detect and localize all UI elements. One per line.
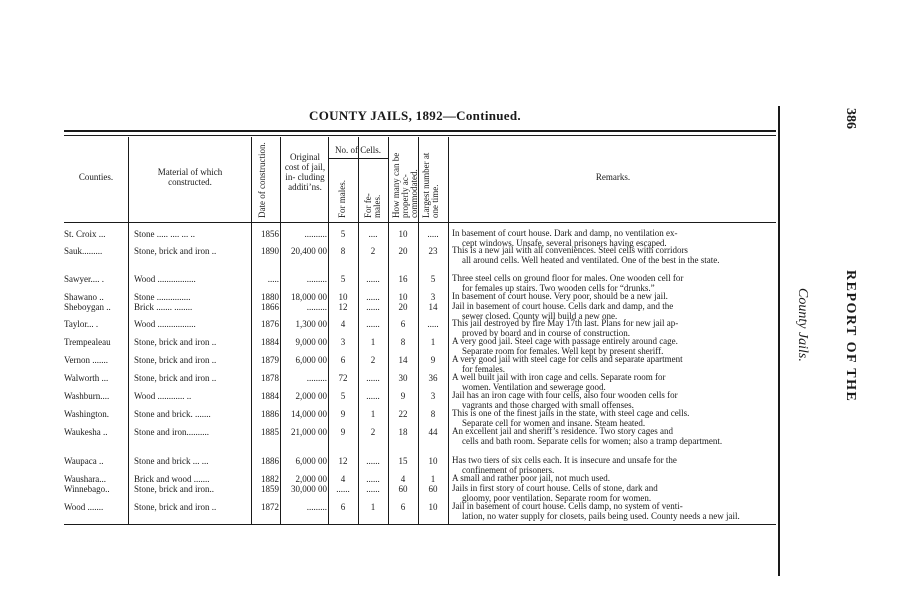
- material-cell: Stone and brick. .......: [134, 409, 211, 419]
- accommodated-cell: 14: [398, 355, 408, 365]
- remarks-cell: [452, 427, 778, 446]
- material-cell: Stone, brick and iron ..: [134, 502, 217, 512]
- county-cell: Trempealeau: [64, 337, 111, 347]
- males-cell: 9: [340, 427, 346, 437]
- county-cell: St. Croix ...: [64, 229, 106, 239]
- remarks-first-line: This is one of the finest jails in the state, with steel cage and cells.: [452, 408, 690, 418]
- females-cell: 1: [370, 502, 376, 512]
- cells-subheader-rule: [328, 158, 388, 159]
- remarks-continuation: vagrants and those charged with small offenses.: [462, 399, 634, 410]
- accommodated-cell: 10: [398, 292, 408, 302]
- material-cell: Wood .................: [134, 319, 196, 329]
- females-cell: ......: [366, 391, 380, 401]
- running-head: REPORT OF THE: [843, 270, 858, 403]
- remarks-continuation: proved by board and in course of construction.: [462, 327, 630, 338]
- largest-cell: .....: [427, 319, 439, 329]
- remarks-continuation: cells and bath room. Separate cells for women; also a tramp department.: [462, 435, 723, 446]
- accommodated-cell: 4: [400, 474, 406, 484]
- males-cell: ......: [336, 484, 350, 494]
- cost-cell: 18,000 00: [291, 292, 327, 302]
- largest-cell: 14: [428, 302, 438, 312]
- page-title: COUNTY JAILS, 1892—Continued.: [309, 108, 521, 123]
- county-cell: Vernon .......: [64, 355, 108, 365]
- material-cell: Stone, brick and iron ..: [134, 246, 217, 256]
- material-cell: Brick ....... ........: [134, 302, 193, 312]
- material-cell: Brick and wood .......: [134, 474, 210, 484]
- males-cell: 72: [338, 373, 348, 383]
- largest-cell: 9: [430, 355, 436, 365]
- cost-cell: 2,000 00: [295, 391, 327, 401]
- remarks-first-line: An excellent jail and sheriff’s residence. Two story cages and: [452, 426, 673, 436]
- largest-cell: 1: [430, 474, 436, 484]
- material-cell: Wood ............ ..: [134, 391, 192, 401]
- accommodated-cell: 9: [400, 391, 406, 401]
- largest-cell: .....: [427, 229, 439, 239]
- county-cell: Sauk.........: [64, 246, 103, 256]
- females-cell: ......: [366, 484, 380, 494]
- cost-cell: .........: [306, 502, 327, 512]
- remarks-continuation: Separate room for females. Well kept by present sheriff.: [462, 345, 664, 356]
- remarks-first-line: This is a new jail with all conveniences. Steel cells with corridors: [452, 245, 688, 255]
- remarks-first-line: A well built jail with iron cage and cells. Separate room for: [452, 372, 666, 382]
- material-cell: Stone and iron..........: [134, 427, 209, 437]
- header-largest: Largest number at one time.: [421, 152, 440, 218]
- remarks-cell: [452, 502, 778, 521]
- county-cell: Winnebago..: [64, 484, 110, 494]
- date-cell: 1866: [261, 302, 279, 312]
- cost-cell: 1,300 00: [295, 319, 327, 329]
- males-cell: 5: [340, 274, 346, 284]
- date-cell: 1884: [261, 391, 279, 401]
- material-cell: Stone ...............: [134, 292, 191, 302]
- remarks-first-line: Jail in basement of court house. Cells dark and damp, and the: [452, 301, 674, 311]
- date-cell: 1879: [261, 355, 279, 365]
- remarks-continuation: for females.: [462, 363, 505, 374]
- county-cell: Shawano ..: [64, 292, 104, 302]
- remarks-continuation: cept windows. Unsafe, several prisoners having escaped.: [462, 237, 667, 248]
- table-top-rule-inner: [64, 135, 776, 136]
- males-cell: 9: [340, 409, 346, 419]
- females-cell: 2: [370, 246, 376, 256]
- material-cell: Stone, brick and iron ..: [134, 373, 217, 383]
- largest-cell: 3: [430, 292, 436, 302]
- county-cell: Sawyer.... .: [64, 274, 104, 284]
- material-cell: Stone, brick and iron ..: [134, 355, 217, 365]
- remarks-continuation: for females up stairs. Two wooden cells for “drunks.”: [462, 282, 655, 293]
- date-cell: 1856: [261, 229, 279, 239]
- males-cell: 4: [340, 319, 346, 329]
- remarks-first-line: Three steel cells on ground floor for males. One wooden cell for: [452, 273, 684, 283]
- males-cell: 12: [338, 456, 348, 466]
- females-cell: ......: [366, 474, 380, 484]
- males-cell: 8: [340, 246, 346, 256]
- county-cell: Washington.: [64, 409, 110, 419]
- accommodated-cell: 6: [400, 502, 406, 512]
- largest-cell: 36: [428, 373, 438, 383]
- largest-cell: 44: [428, 427, 438, 437]
- cost-cell: ..........: [304, 229, 327, 239]
- header-remarks: Remarks.: [595, 172, 631, 182]
- date-cell: 1886: [261, 409, 279, 419]
- header-cost: Original cost of jail, in- cluding additi’ns.: [284, 152, 326, 192]
- females-cell: ......: [366, 373, 380, 383]
- date-cell: 1872: [261, 502, 279, 512]
- header-males: For males.: [337, 180, 347, 218]
- date-cell: 1882: [261, 474, 279, 484]
- accommodated-cell: 22: [398, 409, 408, 419]
- males-cell: 6: [340, 355, 346, 365]
- largest-cell: 10: [428, 502, 438, 512]
- cost-cell: .........: [306, 274, 327, 284]
- col-divider: [448, 137, 449, 524]
- date-cell: 1880: [261, 292, 279, 302]
- material-cell: Stone and brick ... ...: [134, 456, 209, 466]
- date-cell: .....: [267, 274, 279, 284]
- accommodated-cell: 20: [398, 302, 408, 312]
- side-heading: County Jails.: [795, 288, 810, 362]
- date-cell: 1859: [261, 484, 279, 494]
- date-cell: 1876: [261, 319, 279, 329]
- county-cell: Waukesha ..: [64, 427, 108, 437]
- males-cell: 12: [338, 302, 348, 312]
- header-counties: Counties.: [78, 172, 114, 182]
- females-cell: ....: [368, 229, 378, 239]
- col-divider: [128, 137, 129, 524]
- largest-cell: 23: [428, 246, 438, 256]
- table-bottom-rule: [64, 524, 776, 525]
- remarks-continuation: all around cells. Well heated and ventilated. One of the best in the state.: [462, 254, 720, 265]
- header-females: For fe- males.: [363, 193, 382, 218]
- cost-cell: 9,000 00: [295, 337, 327, 347]
- remarks-continuation: lation, no water supply for closets, pails being used. County needs a new jail.: [462, 510, 740, 521]
- females-cell: ......: [366, 319, 380, 329]
- material-cell: Wood .................: [134, 274, 196, 284]
- county-cell: Waupaca ..: [64, 456, 104, 466]
- county-cell: Sheboygan ..: [64, 302, 111, 312]
- cost-cell: 2,000 00: [295, 474, 327, 484]
- males-cell: 5: [340, 391, 346, 401]
- males-cell: 10: [338, 292, 348, 302]
- cost-cell: 6,000 00: [295, 355, 327, 365]
- males-cell: 6: [340, 502, 346, 512]
- remarks-first-line: Jail in basement of court house. Cells damp, no system of venti-: [452, 501, 683, 511]
- males-cell: 4: [340, 474, 346, 484]
- date-cell: 1885: [261, 427, 279, 437]
- largest-cell: 5: [430, 274, 436, 284]
- date-cell: 1886: [261, 456, 279, 466]
- largest-cell: 8: [430, 409, 436, 419]
- remarks-first-line: Jails in first story of court house. Cells of stone, dark and: [452, 483, 658, 493]
- cost-cell: 14,000 00: [291, 409, 327, 419]
- accommodated-cell: 20: [398, 246, 408, 256]
- accommodated-cell: 15: [398, 456, 408, 466]
- females-cell: ......: [366, 274, 380, 284]
- females-cell: 1: [370, 409, 376, 419]
- cost-cell: 20,400 00: [291, 246, 327, 256]
- remarks-first-line: A small and rather poor jail, not much used.: [452, 473, 610, 483]
- remarks-first-line: Has two tiers of six cells each. It is insecure and unsafe for the: [452, 455, 677, 465]
- header-bottom-rule: [64, 222, 776, 223]
- females-cell: ......: [366, 302, 380, 312]
- remarks-first-line: This jail destroyed by fire May 17th last. Plans for new jail ap-: [452, 318, 679, 328]
- margin-rule: [778, 106, 780, 576]
- accommodated-cell: 10: [398, 229, 408, 239]
- county-cell: Waushara...: [64, 474, 107, 484]
- date-cell: 1884: [261, 337, 279, 347]
- accommodated-cell: 30: [398, 373, 408, 383]
- remarks-first-line: Jail has an iron cage with four cells, also four wooden cells for: [452, 390, 678, 400]
- header-accommodated: How many can be properly ac- commodated.: [391, 152, 419, 218]
- accommodated-cell: 6: [400, 319, 406, 329]
- county-cell: Walworth ...: [64, 373, 109, 383]
- largest-cell: 10: [428, 456, 438, 466]
- remarks-cell: [452, 246, 778, 265]
- remarks-continuation: confinement of prisoners.: [462, 464, 555, 475]
- header-material: Material of which constructed.: [157, 167, 223, 187]
- accommodated-cell: 60: [398, 484, 408, 494]
- females-cell: 2: [370, 355, 376, 365]
- county-cell: Washburn....: [64, 391, 110, 401]
- date-cell: 1878: [261, 373, 279, 383]
- remarks-continuation: Separate cell for women and insane. Steam heated.: [462, 417, 646, 428]
- table-top-rule: [64, 130, 776, 132]
- cost-cell: .........: [306, 302, 327, 312]
- cost-cell: 6,000 00: [295, 456, 327, 466]
- remarks-continuation: women. Ventilation and sewerage good.: [462, 381, 606, 392]
- remarks-first-line: In basement of court house. Very poor, should be a new jail.: [452, 291, 668, 301]
- largest-cell: 1: [430, 337, 436, 347]
- largest-cell: 3: [430, 391, 436, 401]
- females-cell: 2: [370, 427, 376, 437]
- males-cell: 5: [340, 229, 346, 239]
- cost-cell: 30,000 00: [291, 484, 327, 494]
- material-cell: Stone ..... .... ... ..: [134, 229, 196, 239]
- county-cell: Taylor... .: [64, 319, 99, 329]
- accommodated-cell: 18: [398, 427, 408, 437]
- largest-cell: 60: [428, 484, 438, 494]
- cost-cell: 21,000 00: [291, 427, 327, 437]
- accommodated-cell: 16: [398, 274, 408, 284]
- females-cell: ......: [366, 292, 380, 302]
- remarks-continuation: sewer closed. County will build a new one.: [462, 310, 618, 321]
- remarks-first-line: A very good jail with steel cage for cells and separate apartment: [452, 354, 683, 364]
- page-number: 386: [843, 108, 858, 129]
- females-cell: 1: [370, 337, 376, 347]
- remarks-continuation: gloomy, poor ventilation. Separate room for women.: [462, 492, 652, 503]
- remarks-first-line: A very good jail. Steel cage with passage entirely around cage.: [452, 336, 678, 346]
- header-date: Date of construction.: [257, 142, 267, 218]
- males-cell: 3: [340, 337, 346, 347]
- cost-cell: .........: [306, 373, 327, 383]
- date-cell: 1890: [261, 246, 279, 256]
- county-cell: Wood .......: [64, 502, 104, 512]
- header-no-cells: No. of Cells.: [335, 145, 381, 155]
- females-cell: ......: [366, 456, 380, 466]
- remarks-first-line: In basement of court house. Dark and damp, no ventilation ex-: [452, 228, 678, 238]
- accommodated-cell: 8: [400, 337, 406, 347]
- material-cell: Stone, brick and iron ..: [134, 337, 217, 347]
- material-cell: Stone, brick and iron..: [134, 484, 214, 494]
